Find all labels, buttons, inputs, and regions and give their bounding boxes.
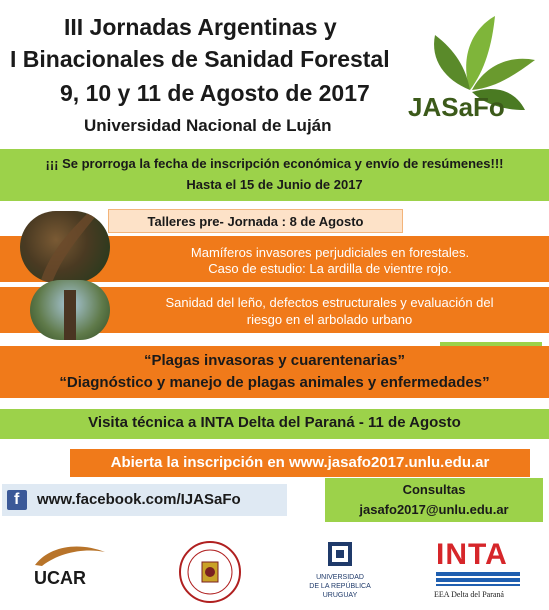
consultas-email[interactable]: jasafo2017@unlu.edu.ar (359, 502, 509, 517)
inta-subtitle: EEA Delta del Paraná (434, 590, 504, 599)
facebook-box (2, 484, 287, 516)
notice-line-1: ¡¡¡ Se prorroga la fecha de inscripción económica y envío de resúmenes!!! (45, 156, 504, 171)
unlu-seal (176, 540, 244, 604)
squirrel-photo (20, 211, 110, 283)
inta-logo (430, 538, 530, 608)
inscripcion-link[interactable]: Abierta la inscripción en www.jasafo2017.unlu.edu.ar (110, 454, 490, 471)
facebook-icon: f (7, 490, 27, 510)
notice-bar (0, 149, 549, 201)
udelar-line-1: UNIVERSIDAD (316, 574, 364, 581)
title-line-1: III Jornadas Argentinas y (64, 14, 337, 40)
simposios-line-1: “Plagas invasoras y cuarentenarias” (144, 352, 405, 369)
notice-line-2: Hasta el 15 de Junio de 2017 (186, 177, 363, 192)
squirrel-photo-art (20, 211, 110, 283)
ucar-logo (30, 540, 110, 600)
university-name: Universidad Nacional de Luján (84, 116, 332, 135)
inscripcion-bar (70, 449, 530, 477)
simposios-line-2: “Diagnóstico y manejo de plagas animales y enfermedades” (59, 374, 490, 391)
taller-item-2-line-2: riesgo en el arbolado urbano (246, 312, 413, 327)
udelar-line-3: URUGUAY (322, 592, 358, 599)
facebook-url[interactable]: www.facebook.com/IJASaFo (37, 491, 241, 508)
jasafo-logo (400, 10, 540, 130)
consultas-box (325, 478, 543, 522)
udelar-emblem-icon (300, 538, 380, 570)
tree-photo (30, 280, 110, 340)
consultas-label: Consultas (402, 482, 466, 497)
ucar-text: UCAR (34, 568, 86, 588)
udelar-line-2: DE LA REPÚBLICA (309, 583, 371, 590)
title-line-2: I Binacionales de Sanidad Forestal (10, 46, 390, 72)
inta-stripes (436, 572, 520, 586)
unlu-seal-icon (176, 540, 244, 604)
title-line-3: 9, 10 y 11 de Agosto de 2017 (60, 80, 370, 106)
visita-text: Visita técnica a INTA Delta del Paraná - 11 de Agosto (88, 414, 461, 431)
talleres-header-text: Talleres pre- Jornada : 8 de Agosto (147, 214, 364, 229)
ucar-swoosh-icon (30, 540, 110, 570)
taller-item-1-line-2: Caso de estudio: La ardilla de vientre rojo. (208, 261, 452, 276)
inta-text: INTA (436, 538, 508, 571)
taller-item-1-line-1: Mamíferos invasores perjudiciales en forestales. (190, 245, 470, 260)
jasafo-logo-text: JASaFo (408, 92, 505, 122)
tree-photo-art (30, 280, 110, 340)
visita-bar (0, 409, 549, 439)
talleres-header (108, 209, 403, 233)
taller-item-2-line-1: Sanidad del leño, defectos estructurales y evaluación del (165, 295, 494, 310)
udelar-logo (300, 538, 380, 608)
